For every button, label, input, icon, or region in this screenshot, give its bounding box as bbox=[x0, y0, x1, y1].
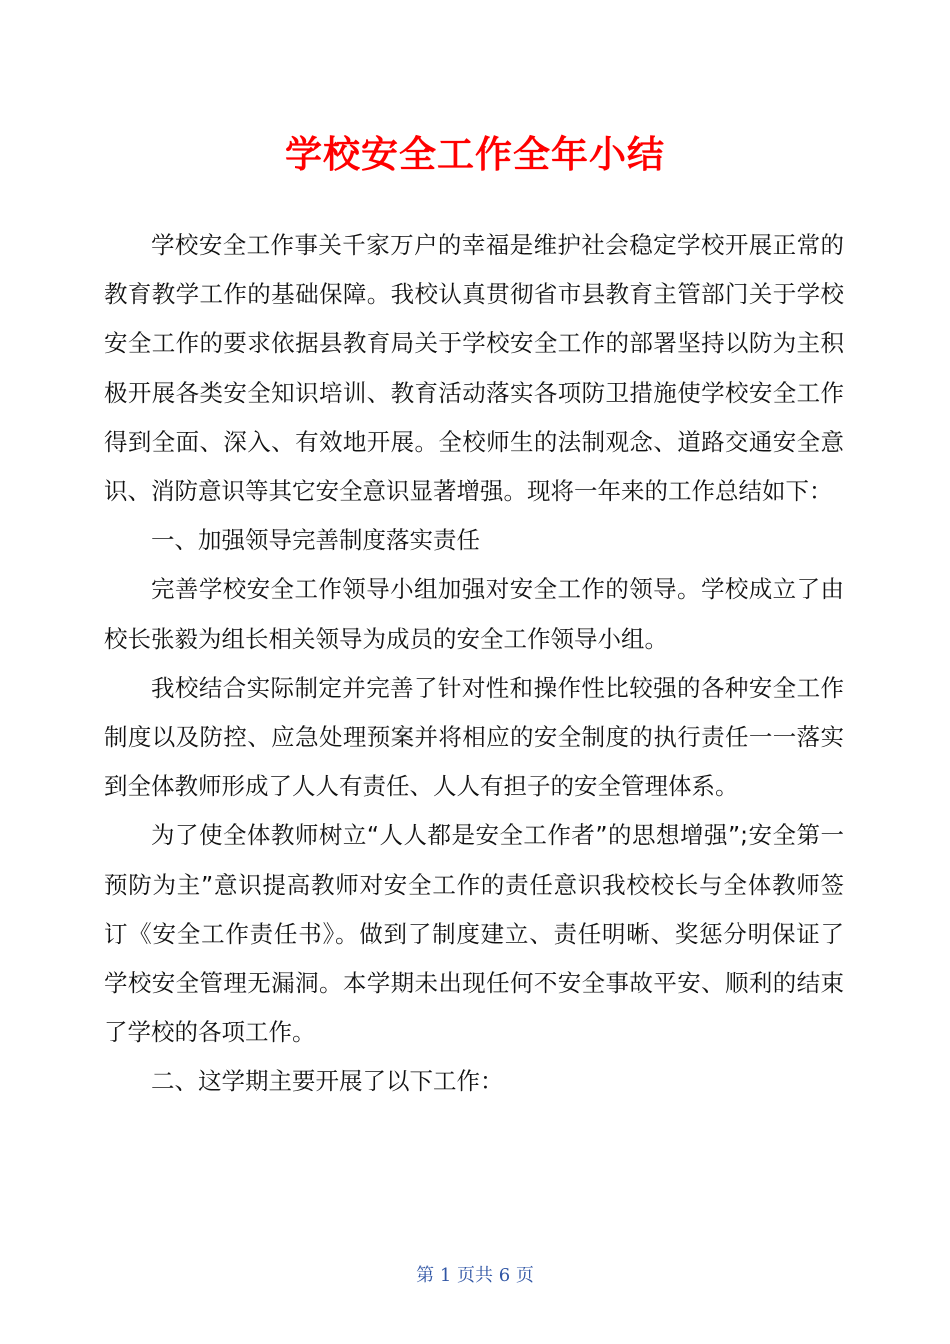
page-footer: 第 1 页共 6 页 bbox=[416, 1265, 534, 1286]
paragraph-leadership: 完善学校安全工作领导小组加强对安全工作的领导。学校成立了由校长张毅为组长相关领导为成员的安全工作领导小组。 bbox=[104, 575, 844, 653]
paragraph-responsibility: 为了使全体教师树立“人人都是安全工作者”的思想增强”;安全第一预防为主”意识提高教师对安全工作的责任意识我校校长与全体教师签订《安全工作责任书》。做到了制度建立、责任明晰、奖惩分明保证了学校安全管理无漏洞。本学期未出现任何不安全事故平安、顺利的结束了学校的各项工作。 bbox=[104, 821, 844, 1047]
section-heading-1: 一、加强领导完善制度落实责任 bbox=[151, 526, 480, 555]
paragraph-rules: 我校结合实际制定并完善了针对性和操作性比较强的各种安全工作制度以及防控、应急处理预案并将相应的安全制度的执行责任一一落实到全体教师形成了人人有责任、人人有担子的安全管理体系。 bbox=[104, 673, 844, 801]
paragraph-intro: 学校安全工作事关千家万户的幸福是维护社会稳定学校开展正常的教育教学工作的基础保障。我校认真贯彻省市县教育主管部门关于学校安全工作的要求依据县教育局关于学校安全工作的部署坚持以防为主积极开展各类安全知识培训、教育活动落实各项防卫措施使学校安全工作得到全面、深入、有效地开展。全校师生的法制观念、道路交通安全意识、消防意识等其它安全意识显著增强。现将一年来的工作总结如下： bbox=[104, 231, 844, 506]
document-title: 学校安全工作全年小结 bbox=[285, 132, 665, 176]
section-heading-2: 二、这学期主要开展了以下工作： bbox=[151, 1067, 504, 1096]
document-body bbox=[104, 221, 844, 1107]
